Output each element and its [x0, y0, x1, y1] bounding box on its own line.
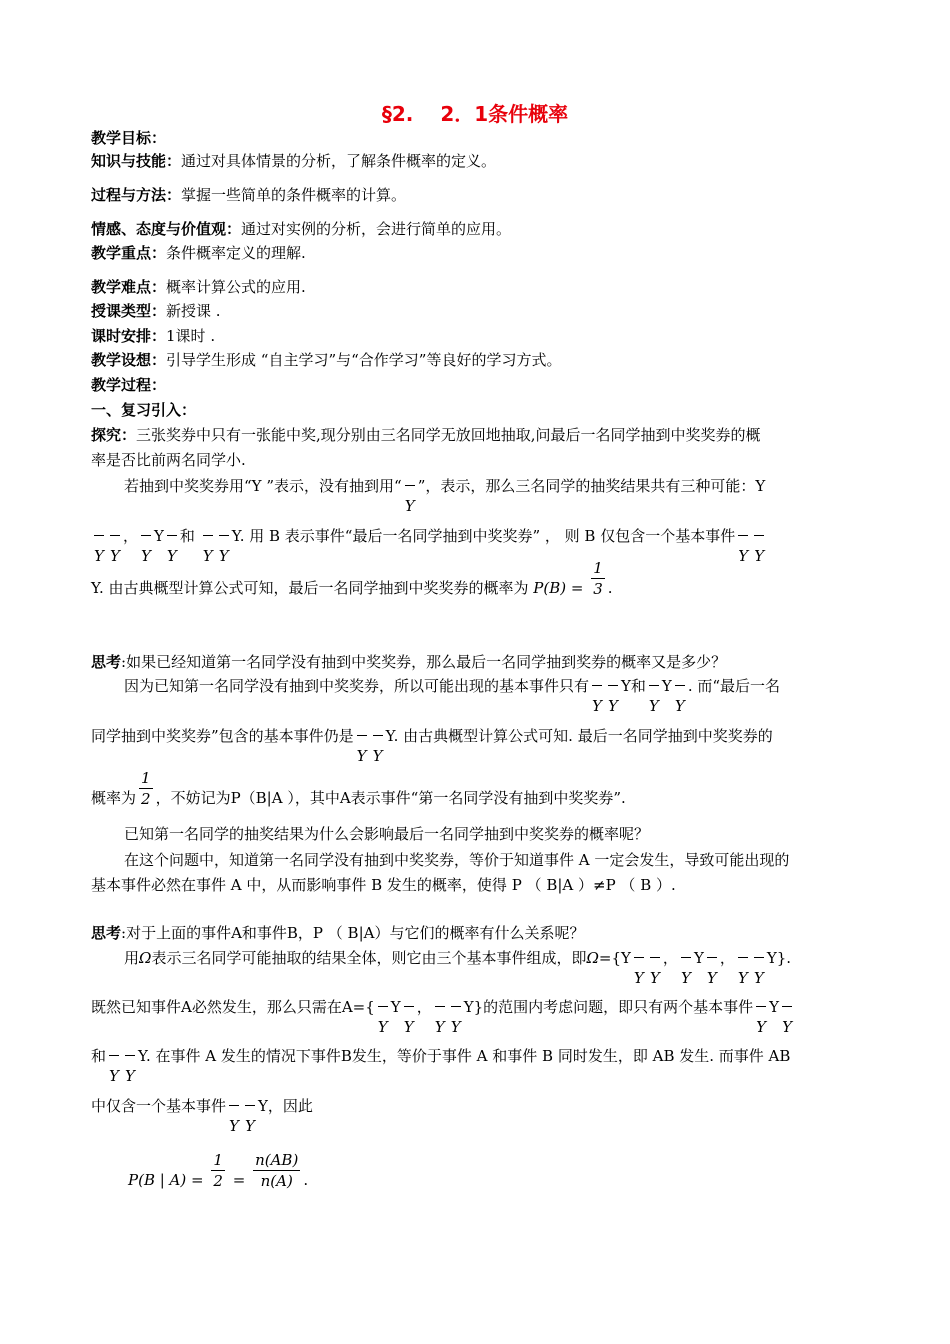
y-bar-symbol: [242, 1096, 258, 1116]
explore-line-2: 率是否比前两名同学小.: [91, 451, 246, 469]
y-bar-symbol: [735, 948, 751, 968]
y-bar-symbol: [216, 526, 232, 546]
conditional-formula: P(B | A) = $\frac{1}{2}$ = $\frac{n(AB)}{n(A)}$ .: [128, 1150, 309, 1190]
omega-line: 用Ω表示三名同学可能抽取的结果全体，则它由三个基本事件组成，即Ω={YYY ，Y YY ，YY Y}.: [124, 948, 861, 968]
y-bar-symbol: [605, 676, 621, 696]
y-bar-symbol: [735, 526, 751, 546]
y-bar-symbol: [672, 676, 688, 696]
y-bar-symbol: [138, 526, 154, 546]
y-bar-symbol: [432, 997, 448, 1017]
y-bar-symbol: [375, 997, 391, 1017]
y-bar-symbol: [226, 1096, 242, 1116]
outcome-line: 若抽到中奖奖券用“Y ”表示，没有抽到用“Y ”，表示，那么三名同学的抽奖结果共有三种可能：Y: [124, 476, 861, 496]
probability-line: Y. 由古典概型计算公式可知，最后一名同学抽到中奖奖券的概率为 P(B) = $\frac{1}{3}$ .: [91, 558, 613, 598]
y-bar-symbol: [354, 726, 370, 746]
y-bar-symbol: [753, 997, 769, 1017]
y-bar-symbol: [646, 676, 662, 696]
y-bar-symbol: [647, 948, 663, 968]
think-line-1: 思考:如果已经知道第一名同学没有抽到中奖奖券，那么最后一名同学抽到奖券的概率又是多少？: [91, 653, 727, 671]
idea-line: 教学设想：引导学生形成 “自主学习”与“合作学习”等良好的学习方式。: [91, 351, 562, 369]
difficult-point-line: 教学难点：概率计算公式的应用.: [91, 278, 306, 296]
event-a-line: 既然已知事件A必然发生，那么只需在A={Y YY ，YY Y}的范围内考虑问题，即只有两个基本事件Y YY: [91, 997, 861, 1017]
explain-line-2: 基本事件必然在事件 A 中，从而影响事件 B 发生的概率，使得 P （ B|A ）≠P （ B ）.: [91, 876, 676, 894]
y-bar-symbol: [402, 476, 418, 496]
lesson-type-line: 授课类型：新授课 .: [91, 302, 221, 320]
conditional-prob-line: 概率为 $\frac{1}{2}$ ，不妨记为P（B|A ），其中A表示事件“第一名同学没有抽到中奖奖券”.: [91, 768, 626, 808]
y-bar-symbol: [704, 948, 720, 968]
y-bar-symbol: [122, 1046, 138, 1066]
y-bar-symbol: [779, 997, 795, 1017]
emotion-line: 情感、态度与价值观：通过对实例的分析，会进行简单的应用。: [91, 220, 512, 238]
process-heading: 教学过程：: [91, 376, 167, 394]
y-bar-symbol: [107, 526, 123, 546]
y-bar-symbol: [106, 1046, 122, 1066]
knowledge-line: 知识与技能：通过对具体情景的分析，了解条件概率的定义。: [91, 152, 497, 170]
y-bar-symbol: [401, 997, 417, 1017]
explain-line: 在这个问题中，知道第一名同学没有抽到中奖奖券，等价于知道事件 A 一定会发生，导致可能出现的: [124, 851, 790, 869]
fraction-one-half: $\frac{1}{2}$: [141, 768, 151, 808]
process-line: 过程与方法：掌握一些简单的条件概率的计算。: [91, 186, 407, 204]
fraction-one-third: $\frac{1}{3}$: [593, 558, 603, 598]
question-line: 已知第一名同学的抽奖结果为什么会影响最后一名同学抽到中奖奖券的概率呢？: [124, 825, 650, 843]
think-line-2: 思考:对于上面的事件A和事件B，P （ B|A）与它们的概率有什么关系呢？: [91, 924, 585, 942]
section1-heading: 一、复习引入：: [91, 401, 197, 419]
y-bar-symbol: [200, 526, 216, 546]
y-bar-symbol: [91, 526, 107, 546]
reason-line: 因为已知第一名同学没有抽到中奖奖券，所以可能出现的基本事件只有YY Y和Y YY . 而“最后一名: [124, 676, 861, 696]
event-ab-line: 和YY Y. 在事件 A 发生的情况下事件B发生，等价于事件 A 和事件 B 同时发生，即 AB 发生. 而事件 AB: [91, 1046, 861, 1066]
y-bar-symbol: [164, 526, 180, 546]
y-bar-symbol: [589, 676, 605, 696]
y-bar-symbol: [751, 948, 767, 968]
y-bar-symbol: [678, 948, 694, 968]
y-bar-symbol: [370, 726, 386, 746]
page-title: §2. 2．1条件概率: [381, 102, 569, 126]
ab-basic-event-line: 中仅含一个基本事件YY Y，因此: [91, 1096, 861, 1116]
reason-line-2: 同学抽到中奖奖券”包含的基本事件仍是YY Y. 由古典概型计算公式可知. 最后一名同学抽到中奖奖券的: [91, 726, 861, 746]
explore-line: 探究：三张奖券中只有一张能中奖,现分别由三名同学无放回地抽取,问最后一名同学抽到中奖奖券的概: [91, 426, 761, 444]
goal-heading: 教学目标：: [91, 129, 167, 147]
formula-fraction-half: $\frac{1}{2}$: [213, 1150, 223, 1190]
formula-fraction-counts: $\frac{n(AB)}{n(A)}$: [255, 1150, 299, 1190]
y-bar-symbol: [631, 948, 647, 968]
y-bar-symbol: [448, 997, 464, 1017]
hours-line: 课时安排：1课时 .: [91, 327, 216, 345]
outcomes-line: YY，Y YY 和 YY Y. 用 B 表示事件“最后一名同学抽到中奖奖券” ， 则 B 仅包含一个基本事件YY: [91, 526, 861, 546]
key-point-line: 教学重点：条件概率定义的理解.: [91, 244, 306, 262]
y-bar-symbol: [751, 526, 767, 546]
